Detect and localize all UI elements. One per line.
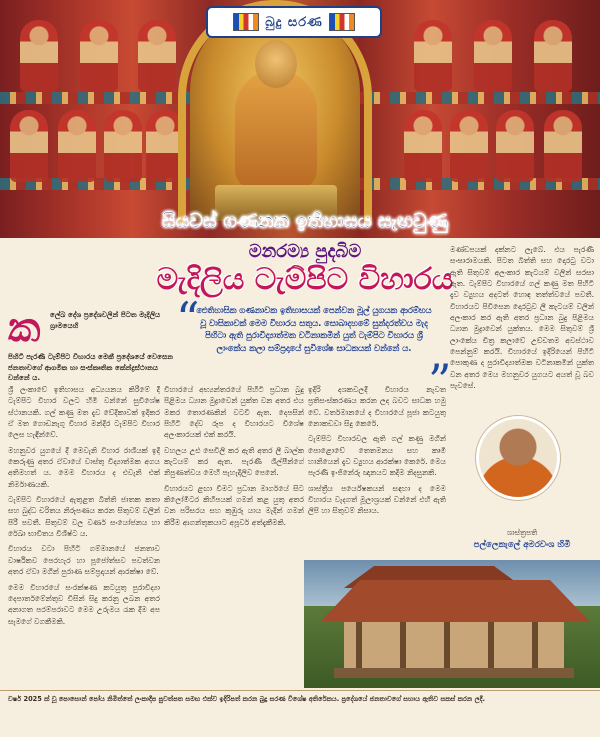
mural-figure bbox=[404, 110, 442, 182]
mural-figure bbox=[58, 110, 96, 182]
buddhist-flag-icon bbox=[329, 13, 355, 31]
article-paragraph: ටැම්පිට විහාරයේ ඇතුළත බිත්ති ජාතක කතා සහ බුද්ධ චරිතය නිරූපණය කරන සිතුවම් වලින් පිරී පවතී. සිතුවම් වල වර්ණ සංයෝජනය හා රේඛා භාවිතය විශිෂ්ට ය. bbox=[8, 495, 160, 539]
mural-figure bbox=[10, 110, 48, 182]
temple-pillar bbox=[400, 622, 406, 672]
dropcap-lead: ලේඛ දේශ ප්‍රදේශවලින් පිටත මැදිලිය ග්‍රාමයෙහි bbox=[50, 310, 161, 330]
author-role: ශාස්ත්‍රපති bbox=[506, 528, 538, 537]
mural-figure bbox=[534, 20, 572, 92]
temple-pillar bbox=[444, 622, 450, 672]
temple-pillar bbox=[356, 622, 362, 672]
mural-figure bbox=[20, 20, 58, 92]
headline-kicker: සියවස් ගණනක ඉතිහාසය සැඟවුණු bbox=[161, 210, 449, 232]
headline-subtitle: මනරම්‍ය පුදබිම bbox=[248, 241, 362, 262]
buddha-statue bbox=[235, 70, 317, 190]
article-column-left bbox=[8, 384, 160, 690]
mural-figure bbox=[474, 20, 512, 92]
stone-platform bbox=[334, 668, 574, 678]
temple-pillar bbox=[532, 622, 538, 672]
article-paragraph: විහාරයේ අභ්‍යන්තරයේ පිහිටි ප්‍රධාන බුදු පිළිමය ධ්‍යාන මුද්‍රාවෙන් යුක්ත වන අතර එය මකර තොරණකින් වටවී ඇත. දෙපසින් පිහිටි දේව රූප ද විහාරයට විශේෂ අලංකාරයක් එක් කරයි. bbox=[164, 385, 304, 440]
mural-figure bbox=[544, 110, 582, 182]
dropcap-block bbox=[8, 304, 176, 383]
masthead-logo bbox=[206, 6, 382, 38]
article-paragraph: ටැම්පිට විහාරවල ඇති ගල් කණු මගින් පොළොවේ තෙතමනය සහ කෘමි හානියෙන් දැව ව්‍යුහය ආරක්ෂා කෙරේ. මෙය පැරණි ඉංජිනේරු ඥානයට කදිම නිදසුනකි. bbox=[308, 434, 446, 478]
mural-figure bbox=[496, 110, 534, 182]
author-name: පල්ලෙකැලේ අමරවංශ හිමි bbox=[473, 540, 571, 550]
intro-quote: ඓතිහාසික ගණනාවක ඉතිහාසයක් පෙන්වන මූල් යුගයක ආරම්භය වූ වාසිකාවක් මෙම විහාරය සතුය. සොබාදහමේ සුන්දරත්වය මැද පිහිටා ඇති පුරාවිද්‍යාත්මක වටිනාකමින් යුත් ටැම්පිට විහාරය ශ්‍රී ලාංකේය කලා සම්ප්‍රදායේ සුවිශේෂ සාධකයක් වන්නේ ය. bbox=[196, 305, 432, 353]
mural-figure bbox=[80, 20, 118, 92]
article-paragraph: මහනුවර යුගයේ දී මෙවැනි විහාර රාශියක් ඉදි කෙරුණු අතර ඒවායේ වාස්තු විද්‍යාත්මක අගය අතිමහත් ය. මෙම විහාරය ද එවැනි එක් නිර්මාණයකි. bbox=[8, 445, 160, 489]
dropcap-tail: පිහිටි පැරණි ටැම්පිට විහාරය මෙකී ප්‍රදේශයේ වෙසෙන ජනතාවගේ ආගමික හා සංස්කෘතික කේන්ද්‍රස්ථානය වන්නේ ය. bbox=[8, 352, 174, 383]
mural-figure bbox=[104, 110, 142, 182]
mural-figure bbox=[450, 110, 488, 182]
article-paragraph: මෙම විහාරයේ සංරක්ෂණ කටයුතු පුරාවිද්‍යා දෙපාර්තමේන්තුව විසින් සිදු කරනු ලබන අතර අනාගත පරම්පරාවට මෙම උරුමය රැක දීම අප සැමගේ වගකීමකි. bbox=[8, 582, 160, 626]
temple-roof bbox=[320, 580, 590, 622]
dropcap-letter: ක bbox=[8, 304, 41, 351]
article-paragraph: ශාස්ත්‍රීය පර්යේෂකයන් සඳහා ද මෙම විහාරය වැදගත් මූලාශ්‍රයක් වන්නේ එහි ඇති ලිපි හා සිතුවම් නිසාය. bbox=[308, 483, 446, 516]
buddhist-flag-icon bbox=[233, 13, 259, 31]
mural-figure bbox=[138, 20, 176, 92]
article-paragraph: ශ්‍රී ලංකාවේ ඉතිහාසය අධ්‍යයනය කිරීමේ දී ටැම්පිට විහාර වලට හිමි වන්නේ සුවිශේෂ ස්ථානයකි. ගල් කණු මත දැව වේදිකාවක් ඉදිකර ඒ මත ගොඩනැගූ විහාර මන්දිර ටැම්පිට විහාර ලෙස හැඳින්වේ. bbox=[8, 385, 160, 440]
article-column-right-top: මණ්ඩපයක් දක්නට ලැබේ. එය පැරණි සංඝාරාමයකි. පිටත බිත්ති සහ දොරටු වටා ඇති සිතුවම් අලංකාර කැටයම් වලින් සරසා ඇත. ටැම්පිට විහාරයේ ගල් කණු මත පිහිටි දැව ව්‍යුහය අදටත් හොඳ තත්ත්වයේ පවතී. විහාරයට පිවිසෙන දොරටුව ලී කැටයම් වලින් අලංකාර කර ඇති අතර ප්‍රධාන බුදු පිළිමය ධ්‍යාන මුද්‍රාවෙන් යුක්තය. මෙම සිතුවම් ශ්‍රී ලාංකේය චිත්‍ර කලාවේ උච්චතම අවස්ථාව පෙන්නුම් කරයි. විහාරයේ ඉදිරියෙන් පිහිටි පොකුණ ද පුරාවිද්‍යාත්මක වටිනාකමින් යුක්ත වන අතර මෙය මහනුවර යුගයට අයත් වූ බව පැවසේ. bbox=[450, 245, 594, 391]
mural-figure bbox=[414, 20, 452, 92]
article-paragraph: ඉදිරි දශකවලදී විහාරය නැවත ප්‍රතිසංස්කරණය කරන ලද බවට සාධක හමු වේ. වර්තමානයේ ද විහාරයේ පූජා කටයුතු නොකඩවා සිදු කෙරේ. bbox=[308, 385, 446, 429]
temple-hall bbox=[344, 622, 564, 672]
article-paragraph: වහලය උළු සෙවිලි කර ඇති අතර ලී බාල්ක කැටයම් කර ඇත. පැරණි ශිල්පීන්ගේ නිපුණත්වය මෙහි පැහැදිලිව පෙනේ. bbox=[164, 445, 304, 478]
tampita-temple-photo bbox=[304, 560, 600, 688]
open-quote-icon: “ bbox=[176, 292, 200, 346]
article-column-middle bbox=[164, 384, 304, 600]
headline-title: මැදිලිය ටැම්පිට විහාරය bbox=[156, 262, 454, 297]
close-quote-icon: ” bbox=[428, 354, 452, 408]
author-avatar bbox=[476, 416, 560, 500]
temple-pillar bbox=[488, 622, 494, 672]
masthead-logo-text: බුදු සරණ bbox=[265, 14, 323, 30]
page-footer: වර්ෂ 2025 ක් වූ පොසොන් පෝය නිමිත්තේ ලංකාදීප පුවත්පත සමඟ එක්ව ඉදිරිපත් කරන බුදු සරණ විශේෂ අතිරේකය. ප්‍රදේශයේ ජනතාවගේ සහාය ඇතිව සකස් කරන ලදී. bbox=[0, 690, 600, 737]
article-paragraph: විහාරයට ළඟා වීමට ප්‍රධාන මාර්ගයේ සිට කිලෝමීටර කිහිපයක් ගමන් කළ යුතු අතර වන පරිසරය සහ කුඹුරු යාය මැදින් ගමන් කිරීම ආගන්තුකයාට අපූර්ව අත්දැකීමකි. bbox=[164, 483, 304, 527]
buddha-head bbox=[255, 40, 297, 88]
article-paragraph: විහාරය වටා පිහිටි ගම්මානයේ ජනතාව වාර්ෂිකව පෙරහැර හා පූජෝත්සව පවත්වන අතර ඒවා මගින් පුරාණ සම්ප්‍රදායන් ආරක්ෂා වේ. bbox=[8, 544, 160, 577]
